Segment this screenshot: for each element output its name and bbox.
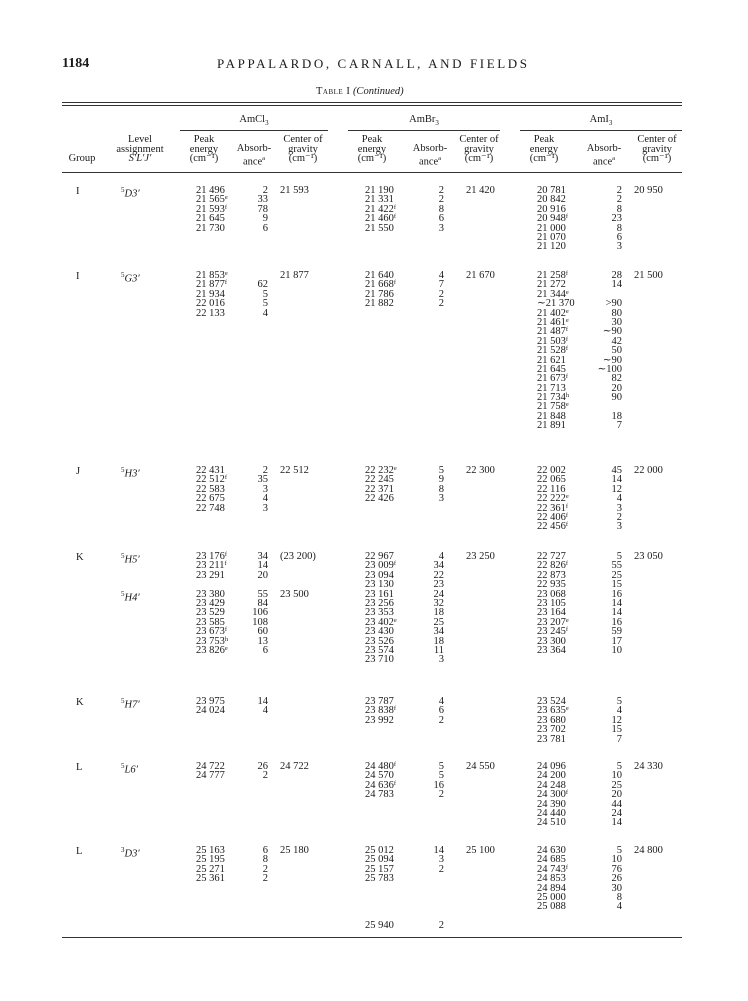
peak-energy-list: 21 190 21 331 21 422$^f$ 21 460$^f$ 21 550 (365, 185, 397, 234)
peak-energy-list: 23 975 24 024 (196, 696, 225, 717)
absorbance-list: 5 10 76 26 30 8 4 (611, 845, 622, 913)
level-assignment: $^5$H4′ (121, 589, 140, 604)
peak-energy-list: 21 640 21 668$^f$ 21 786 21 882 (365, 270, 397, 310)
absorbance-list: 6 8 2 2 (262, 845, 268, 885)
peak-energy-list: 20 781 20 842 20 916 20 948$^f$ 21 000 21 070 21 120 (537, 185, 569, 253)
group-label: L (76, 762, 83, 773)
center-of-gravity-value: 21 877 (280, 270, 309, 281)
absorbance-list: 2 2 8 23 8 6 3 (611, 185, 622, 253)
peak-energy-list: 24 630 24 685 24 743$^f$ 24 853 24 894 25 000 25 088 (537, 845, 569, 913)
center-of-gravity-value: 25 180 (280, 845, 309, 856)
absorbance-list: 2 33 78 9 6 (257, 185, 268, 234)
group-label: I (76, 271, 80, 282)
peak-energy-list: 24 096 24 200 24 248 24 300$^f$ 24 390 24 440 24 510 (537, 761, 569, 829)
table-title (316, 86, 404, 97)
peak-energy-list: 21 496 21 565e 21 593$^f$ 21 645 21 730 (196, 185, 228, 234)
peak-energy-list: 22 232e 22 245 22 371 22 426 (365, 465, 397, 505)
center-of-gravity-value: 23 050 (634, 551, 663, 562)
absorbance-list: 4 34 22 23 24 32 18 25 34 18 11 3 (433, 551, 444, 666)
peak-energy-header: Peak energy (cm⁻¹) (357, 134, 387, 164)
level-assignment: $^5$H3′ (121, 466, 140, 480)
absorbance-list: 5 4 12 15 7 (611, 696, 622, 745)
compound-header: AmBr$_3$ (409, 114, 439, 128)
bottom-rule (62, 937, 682, 938)
level-assignment: $^3$D3′ (121, 846, 140, 860)
peak-energy-header: Peak energy (cm⁻¹) (189, 134, 219, 164)
peak-energy-list: 22 002 22 065 22 116 22 222e 22 361$^f$ 22 406$^f$ 22 456$^f$ (537, 465, 569, 533)
peak-energy-list: 25 012 25 094 25 157 25 783 25 940 (365, 845, 394, 932)
level-assignment: $^5$H5′ (121, 552, 140, 566)
table-title-continued: (Continued) (352, 86, 404, 97)
level-assignment: $^5$L6′ (121, 762, 138, 776)
center-of-gravity-value: 24 722 (280, 761, 309, 772)
absorbance-list: 4 6 2 (438, 696, 444, 726)
peak-energy-list: 25 163 25 195 25 271 25 361 (196, 845, 225, 885)
absorbance-list: 5 9 8 3 (438, 465, 444, 505)
ambr3-span-rule (348, 130, 500, 131)
peak-energy-header: Peak energy (cm⁻¹) (529, 134, 559, 164)
level-assignment: $^5$H7′ (121, 697, 140, 711)
absorbance-header: Absorb- ance$^a$ (236, 143, 272, 167)
level-header: Level assignment S′L′J′ (116, 134, 164, 164)
absorbance-header: Absorb- ance$^a$ (586, 143, 622, 167)
center-of-gravity-value: 21 670 (466, 270, 495, 281)
top-rule-double (62, 105, 682, 106)
compound-header: AmCl$_3$ (239, 114, 269, 128)
compound-header: AmI$_3$ (589, 114, 613, 128)
absorbance-header: Absorb- ance$^a$ (412, 143, 448, 167)
absorbance-list: 45 14 12 4 3 2 3 (611, 465, 622, 533)
peak-energy-list: 22 727 22 826$^f$ 22 873 22 935 23 068 23 105 23 164 23 207e 23 245$^f$ 23 300 23 364 (537, 551, 569, 656)
center-of-gravity-value: 23 250 (466, 551, 495, 562)
center-of-gravity-value: 21 593 (280, 185, 309, 196)
peak-energy-list: 21 853e 21 877$^f$ 21 934 22 016 22 133 (196, 270, 228, 319)
header-bottom-rule (62, 172, 682, 173)
group-label: I (76, 186, 80, 197)
absorbance-list: 4 7 2 2 (438, 270, 444, 310)
level-assignment: $^5$D3′ (121, 186, 140, 200)
page-number: 1184 (62, 56, 90, 71)
center-of-gravity-header: Center of gravity (cm⁻¹) (283, 134, 323, 164)
center-of-gravity-value: 24 800 (634, 845, 663, 856)
absorbance-list: 5 5 16 2 (433, 761, 444, 801)
top-rule (62, 102, 682, 103)
center-of-gravity-value: 24 330 (634, 761, 663, 772)
peak-energy-list: 23 176$^f$ 23 211$^f$ 23 291 23 380 23 429 23 529 23 585 23 673$^f$ 23 753$^h$ 23 826e (196, 551, 229, 656)
peak-energy-list: 23 524 23 635e 23 680 23 702 23 781 (537, 696, 569, 745)
group-header: Group (68, 153, 96, 164)
absorbance-list: 5 10 25 20 44 24 14 (611, 761, 622, 829)
absorbance-list: 14 4 (257, 696, 268, 717)
absorbance-list: 2 2 8 6 3 (438, 185, 444, 234)
absorbance-list: 62 5 5 4 (257, 279, 268, 319)
absorbance-list: 26 2 (257, 761, 268, 782)
peak-energy-list: 24 722 24 777 (196, 761, 225, 782)
group-label: K (76, 552, 84, 563)
amcl3-span-rule (180, 130, 328, 131)
center-of-gravity-value: 21 420 (466, 185, 495, 196)
ami3-span-rule (520, 130, 682, 131)
group-label: L (76, 846, 83, 857)
absorbance-list: 14 3 2 2 (433, 845, 444, 932)
absorbance-list: 5 55 25 15 16 14 14 16 59 17 10 (611, 551, 622, 656)
group-label: J (76, 466, 81, 477)
absorbance-list: 2 35 3 4 3 (257, 465, 268, 514)
table-title-label: Table I (316, 86, 351, 97)
center-of-gravity-value: 22 000 (634, 465, 663, 476)
peak-energy-list: 21 258$^f$ 21 272 21 344e ∼21 370 21 402e 21 461e 21 487$^f$ 21 503$^f$ 21 528$^f$ 21 621 21 645 21 673$^f$ 21 713 21 734$^h$ 21 758e 21 848 21 891 (537, 270, 575, 432)
peak-energy-list: 23 787 23 838$^f$ 23 992 (365, 696, 397, 726)
center-of-gravity-header: Center of gravity (cm⁻¹) (459, 134, 499, 164)
running-head: PAPPALARDO, CARNALL, AND FIELDS (217, 56, 530, 71)
center-of-gravity-value: 22 512 (280, 465, 309, 476)
peak-energy-list: 22 967 23 009$^f$ 23 094 23 130 23 161 23 256 23 353 23 402e 23 430 23 526 23 574 23 710 (365, 551, 397, 666)
peak-energy-list: 22 431 22 512$^f$ 22 583 22 675 22 748 (196, 465, 228, 514)
peak-energy-list: 24 480$^f$ 24 570 24 636$^f$ 24 783 (365, 761, 397, 801)
center-of-gravity-value: 25 100 (466, 845, 495, 856)
absorbance-list: 28 14 >90 80 30 ∼90 42 50 ∼90 ∼100 82 20 90 18 7 (597, 270, 622, 432)
absorbance-list: 34 14 20 55 84 106 108 60 13 6 (252, 551, 268, 656)
center-of-gravity-header: Center of gravity (cm⁻¹) (637, 134, 677, 164)
center-of-gravity-value: 23 500 (280, 588, 309, 600)
group-label: K (76, 697, 84, 708)
center-of-gravity-value: 20 950 (634, 185, 663, 196)
center-of-gravity-value: 24 550 (466, 761, 495, 772)
center-of-gravity-value: (23 200) (280, 551, 316, 562)
center-of-gravity-value: 21 500 (634, 270, 663, 281)
center-of-gravity-value: 22 300 (466, 465, 495, 476)
level-assignment: $^5$G3′ (121, 271, 140, 285)
